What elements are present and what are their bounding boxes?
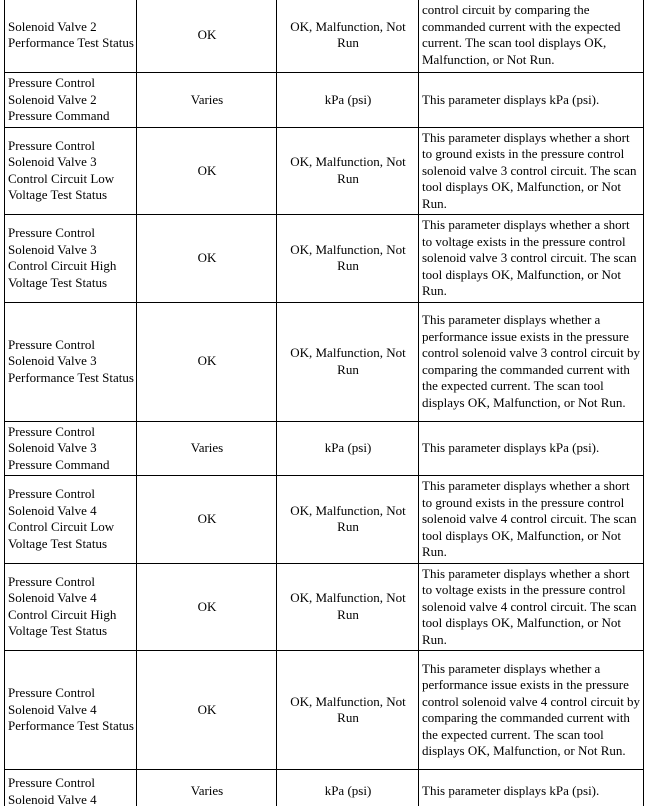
description-cell: This parameter displays whether a short to voltage exists in the pressure control solenoid valve 4 control circuit. The scan tool displays OK, Malfunction, or Not Run. <box>419 563 644 651</box>
scan-tool-parameter-table <box>4 0 644 806</box>
parameter-table-body <box>5 0 644 806</box>
typical-value-cell: OK <box>137 302 277 421</box>
value-range-cell: kPa (psi) <box>277 770 419 806</box>
table-row <box>5 476 644 564</box>
description-cell: This parameter displays kPa (psi). <box>419 770 644 806</box>
typical-value-cell: OK <box>137 127 277 215</box>
table-row <box>5 73 644 128</box>
typical-value-cell: OK <box>137 215 277 303</box>
value-range-cell: OK, Malfunction, Not Run <box>277 476 419 564</box>
description-cell: This parameter displays whether a performance issue exists in the pressure control solenoid valve 3 control circuit by comparing the commanded current with the expected current. The scan tool displays OK, Malfunction, or Not Run. <box>419 302 644 421</box>
parameter-name-cell: Pressure Control Solenoid Valve 4 Performance Test Status <box>5 651 137 770</box>
parameter-name-cell: Pressure Control Solenoid Valve 4 Control Circuit High Voltage Test Status <box>5 563 137 651</box>
description-cell: This parameter displays whether a short to ground exists in the pressure control solenoid valve 3 control circuit. The scan tool displays OK, Malfunction, or Not Run. <box>419 127 644 215</box>
value-range-cell: kPa (psi) <box>277 421 419 476</box>
parameter-name-cell: Pressure Control Solenoid Valve 3 Control Circuit Low Voltage Test Status <box>5 127 137 215</box>
typical-value-cell: OK <box>137 476 277 564</box>
typical-value-cell: OK <box>137 0 277 73</box>
table-row <box>5 0 644 73</box>
parameter-name-cell: Pressure Control Solenoid Valve 3 Pressure Command <box>5 421 137 476</box>
table-row <box>5 127 644 215</box>
typical-value-cell: OK <box>137 651 277 770</box>
parameter-name-cell: Pressure Control Solenoid Valve 3 Control Circuit High Voltage Test Status <box>5 215 137 303</box>
value-range-cell: OK, Malfunction, Not Run <box>277 215 419 303</box>
table-row <box>5 421 644 476</box>
parameter-name-cell: Pressure Control Solenoid Valve 4 <box>5 770 137 806</box>
typical-value-cell: Varies <box>137 770 277 806</box>
value-range-cell: OK, Malfunction, Not Run <box>277 127 419 215</box>
parameter-name-cell: Pressure Control Solenoid Valve 4 Control Circuit Low Voltage Test Status <box>5 476 137 564</box>
value-range-cell: OK, Malfunction, Not Run <box>277 0 419 73</box>
description-cell: This parameter displays kPa (psi). <box>419 73 644 128</box>
value-range-cell: OK, Malfunction, Not Run <box>277 302 419 421</box>
parameter-name-cell: Pressure Control Solenoid Valve 3 Performance Test Status <box>5 302 137 421</box>
table-row <box>5 302 644 421</box>
description-cell: This parameter displays whether a short to voltage exists in the pressure control solenoid valve 3 control circuit. The scan tool displays OK, Malfunction, or Not Run. <box>419 215 644 303</box>
description-cell: This parameter displays whether a short to ground exists in the pressure control solenoid valve 4 control circuit. The scan tool displays OK, Malfunction, or Not Run. <box>419 476 644 564</box>
table-row <box>5 215 644 303</box>
parameter-name-cell: Solenoid Valve 2 Performance Test Status <box>5 0 137 73</box>
typical-value-cell: Varies <box>137 73 277 128</box>
description-cell: This parameter displays kPa (psi). <box>419 421 644 476</box>
value-range-cell: kPa (psi) <box>277 73 419 128</box>
description-cell: This parameter displays whether a performance issue exists in the pressure control solenoid valve 4 control circuit by comparing the commanded current with the expected current. The scan tool displays OK, Malfunction, or Not Run. <box>419 651 644 770</box>
table-row <box>5 651 644 770</box>
table-row <box>5 563 644 651</box>
table-row <box>5 770 644 806</box>
value-range-cell: OK, Malfunction, Not Run <box>277 651 419 770</box>
document-page <box>4 0 644 806</box>
typical-value-cell: OK <box>137 563 277 651</box>
value-range-cell: OK, Malfunction, Not Run <box>277 563 419 651</box>
parameter-name-cell: Pressure Control Solenoid Valve 2 Pressure Command <box>5 73 137 128</box>
description-cell: control circuit by comparing the commanded current with the expected current. The scan tool displays OK, Malfunction, or Not Run. <box>419 0 644 73</box>
typical-value-cell: Varies <box>137 421 277 476</box>
